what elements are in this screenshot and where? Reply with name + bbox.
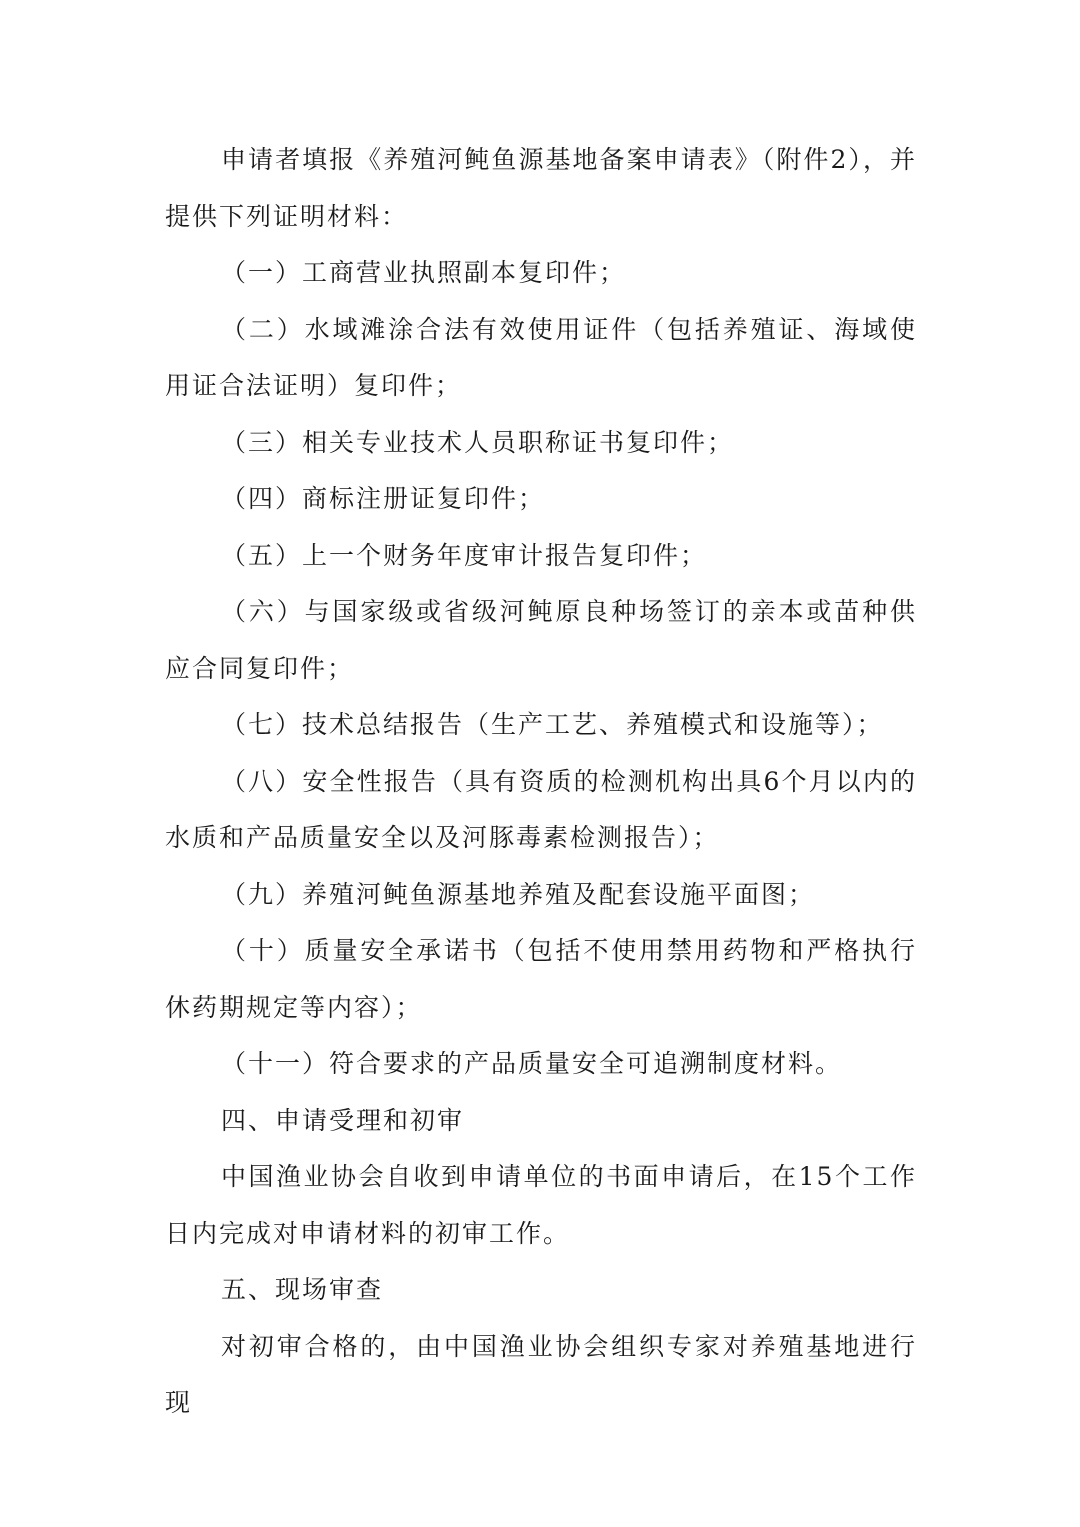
list-item-2: （二）水域滩涂合法有效使用证件（包括养殖证、海域使用证合法证明）复印件； [165, 314, 917, 400]
list-item-5: （五）上一个财务年度审计报告复印件； [221, 540, 708, 570]
paragraph-application-intro: 申请者填报《养殖河鲀鱼源基地备案申请表》（附件2），并提供下列证明材料： [165, 145, 917, 231]
list-item-6: （六）与国家级或省级河鲀原良种场签订的亲本或苗种供应合同复印件； [165, 597, 917, 683]
paragraph-acceptance: 中国渔业协会自收到申请单位的书面申请后，在15个工作日内完成对申请材料的初审工作。 [165, 1162, 917, 1248]
list-item-8: （八）安全性报告（具有资质的检测机构出具6个月以内的水质和产品质量安全以及河豚毒素检测报告）； [165, 766, 917, 852]
list-item-11: （十一）符合要求的产品质量安全可追溯制度材料。 [221, 1049, 843, 1078]
list-item-9: （九）养殖河鲀鱼源基地养殖及配套设施平面图； [221, 879, 816, 909]
paragraph-onsite-review: 对初审合格的，由中国渔业协会组织专家对养殖基地进行现 [165, 1331, 917, 1417]
list-item-10: （十）质量安全承诺书（包括不使用禁用药物和严格执行休药期规定等内容）； [165, 936, 917, 1022]
list-item-1: （一）工商营业执照副本复印件； [221, 258, 627, 287]
list-item-7: （七）技术总结报告（生产工艺、养殖模式和设施等）； [221, 710, 884, 739]
document-body [165, 132, 917, 1432]
list-item-3: （三）相关专业技术人员职称证书复印件； [221, 427, 735, 457]
section-heading-4: 四、申请受理和初审 [221, 1105, 465, 1135]
section-heading-5: 五、现场审查 [221, 1275, 384, 1304]
list-item-4: （四）商标注册证复印件； [221, 484, 546, 513]
